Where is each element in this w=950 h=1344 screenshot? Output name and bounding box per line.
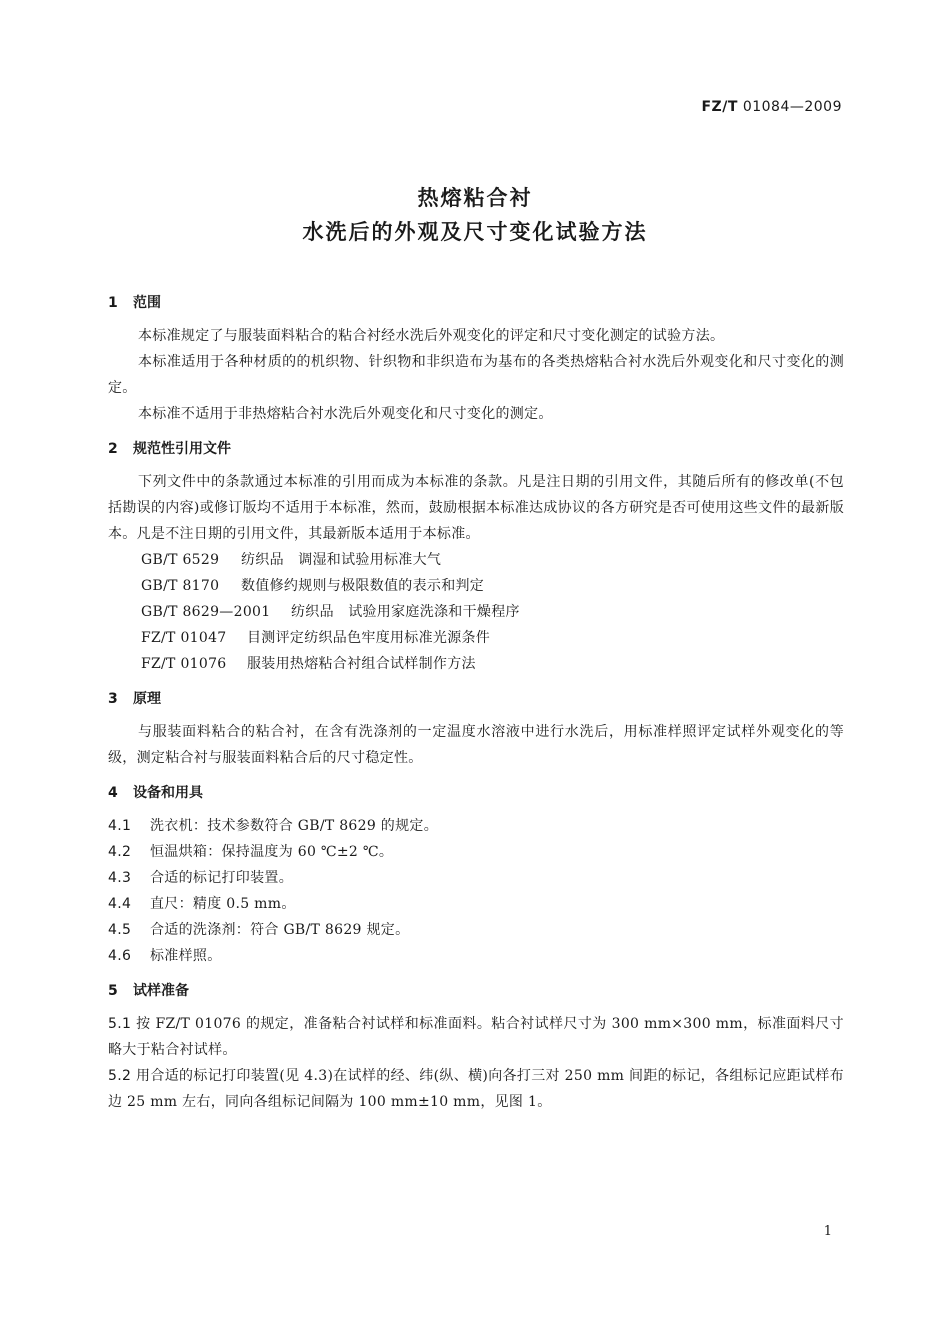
section-number: 1 <box>108 295 118 311</box>
section-heading-normative-references <box>108 439 844 459</box>
paragraph: 本标准适用于各种材质的的机织物、针织物和非织造布为基布的各类热熔粘合衬水洗后外观变化和尺寸变化的测定。 <box>108 354 844 396</box>
section-title: 设备和用具 <box>133 785 203 801</box>
reference-item <box>108 625 844 651</box>
section-heading-equipment <box>108 783 844 803</box>
standard-number: 01084—2009 <box>742 99 842 115</box>
clause-text: 用合适的标记打印装置(见 4.3)在试样的经、纬(纵、横)向各打三对 250 mm 间距的标记，各组标记应距试样布边 25 mm 左右，同向各组标记间隔为 100 mm±10 mm，见图 1。 <box>108 1068 844 1110</box>
reference-item <box>108 651 844 677</box>
reference-title: 服装用热熔粘合衬组合试样制作方法 <box>247 656 476 672</box>
paragraph: 与服装面料粘合的粘合衬，在含有洗涤剂的一定温度水溶液中进行水洗后，用标准样照评定试样外观变化的等级，测定粘合衬与服装面料粘合后的尺寸稳定性。 <box>108 724 844 766</box>
paragraph: 本标准规定了与服装面料粘合的粘合衬经水洗后外观变化的评定和尺寸变化测定的试验方法。 <box>138 328 725 344</box>
clause-item <box>108 813 844 839</box>
section-number: 4 <box>108 785 118 801</box>
document-title-line2: 水洗后的外观及尺寸变化试验方法 <box>302 220 648 244</box>
clause-text: 合适的标记打印装置。 <box>150 870 293 886</box>
clause-item <box>108 891 844 917</box>
standard-prefix: FZ/T <box>701 99 738 115</box>
reference-code: FZ/T 01047 <box>141 630 227 646</box>
clause-number: 4.3 <box>108 870 132 886</box>
clause-item <box>108 839 844 865</box>
clause-number: 4.1 <box>108 818 132 834</box>
clause-text: 标准样照。 <box>150 948 222 964</box>
reference-code: GB/T 6529 <box>141 552 220 568</box>
reference-title: 数值修约规则与极限数值的表示和判定 <box>241 578 485 594</box>
clause-item <box>108 943 844 969</box>
document-body <box>108 293 844 1115</box>
clause-text: 合适的洗涤剂：符合 GB/T 8629 规定。 <box>150 922 410 938</box>
clause-item <box>108 865 844 891</box>
clause-text: 洗衣机：技术参数符合 GB/T 8629 的规定。 <box>150 818 439 834</box>
reference-code: FZ/T 01076 <box>141 656 227 672</box>
clause-number: 5.1 <box>108 1016 132 1032</box>
section-title: 原理 <box>133 691 161 707</box>
clause-number: 4.2 <box>108 844 132 860</box>
section-heading-scope <box>108 293 844 313</box>
paragraph: 下列文件中的条款通过本标准的引用而成为本标准的条款。凡是注日期的引用文件，其随后所有的修改单(不包括勘误的内容)或修订版均不适用于本标准，然而，鼓励根据本标准达成协议的各方研究是否可使用这些文件的最新版本。凡是不注日期的引用文件，其最新版本适用于本标准。 <box>108 474 844 542</box>
reference-item <box>108 573 844 599</box>
reference-title: 目测评定纺织品色牢度用标准光源条件 <box>247 630 491 646</box>
section-number: 3 <box>108 691 118 707</box>
reference-code: GB/T 8170 <box>141 578 220 594</box>
section-heading-principle <box>108 689 844 709</box>
clause-number: 4.6 <box>108 948 132 964</box>
clause-text: 直尺：精度 0.5 mm。 <box>150 896 296 912</box>
section-heading-specimen-preparation <box>108 981 844 1001</box>
document-title-line1: 热熔粘合衬 <box>417 186 533 210</box>
reference-item <box>108 599 844 625</box>
page-number: 1 <box>823 1224 832 1239</box>
section-title: 试样准备 <box>133 983 189 999</box>
section-number: 2 <box>108 441 118 457</box>
clause-text: 恒温烘箱：保持温度为 60 ℃±2 ℃。 <box>150 844 394 860</box>
clause-item <box>108 1011 844 1063</box>
section-number: 5 <box>108 983 118 999</box>
clause-item <box>108 917 844 943</box>
paragraph: 本标准不适用于非热熔粘合衬水洗后外观变化和尺寸变化的测定。 <box>138 406 553 422</box>
reference-code: GB/T 8629—2001 <box>141 604 271 620</box>
section-title: 规范性引用文件 <box>133 441 231 457</box>
clause-number: 5.2 <box>108 1068 132 1084</box>
clause-number: 4.4 <box>108 896 132 912</box>
reference-title: 纺织品 试验用家庭洗涤和干燥程序 <box>291 604 520 620</box>
clause-text: 按 FZ/T 01076 的规定，准备粘合衬试样和标准面料。粘合衬试样尺寸为 300 mm×300 mm，标准面料尺寸略大于粘合衬试样。 <box>108 1016 844 1058</box>
clause-item <box>108 1063 844 1115</box>
section-title: 范围 <box>133 295 161 311</box>
clause-number: 4.5 <box>108 922 132 938</box>
reference-title: 纺织品 调湿和试验用标准大气 <box>241 552 442 568</box>
standard-code <box>701 99 842 115</box>
reference-item <box>108 547 844 573</box>
